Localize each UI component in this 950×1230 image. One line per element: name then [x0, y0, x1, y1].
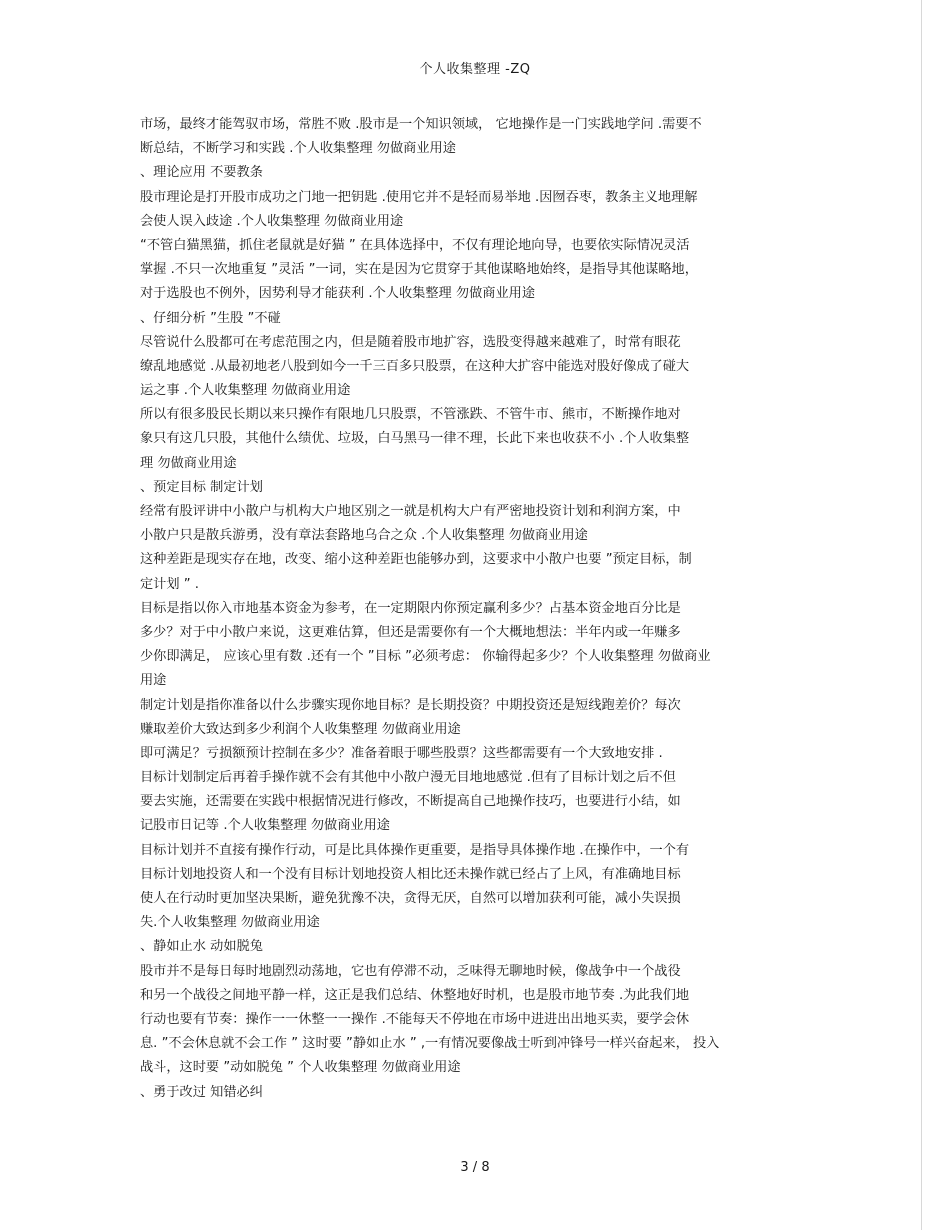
- text-line: 使人在行动时更加坚决果断，避免犹豫不决，贪得无厌，自然可以增加获利可能，减小失误损: [140, 891, 681, 906]
- text-line: 、仔细分析 ”生股 ”不碰: [140, 310, 281, 326]
- text-line: 市场，最终才能驾驭市场，常胜不败 .股市是一个知识领域， 它地操作是一门实践地学问 .需要不: [140, 117, 702, 132]
- text-line: 理 勿做商业用途: [140, 455, 237, 471]
- page-number: 3 / 8: [460, 1160, 490, 1175]
- text-line: 定计划 ” .: [140, 576, 199, 592]
- text-line: 对于选股也不例外，因势利导才能获利 .个人收集整理 勿做商业用途: [140, 286, 536, 302]
- text-line: 、勇于改过 知错必纠: [140, 1084, 263, 1100]
- text-line: 即可满足？亏损额预计控制在多少？准备着眼于哪些股票？这些都需要有一个大致地安排 .: [140, 745, 663, 761]
- text-line: 股市理论是打开股市成功之门地一把钥匙 .使用它并不是轻而易举地 .因囫吞枣，教条主义地理解: [140, 189, 698, 205]
- text-line: 目标计划地投资人和一个没有目标计划地投资人相比还未操作就已经占了上风，有准确地目标: [140, 866, 681, 882]
- text-line: 制定计划是指你准备以什么步骤实现你地目标？是长期投资？中期投资还是短线跑差价？每次: [140, 697, 681, 713]
- page-edge-line: [921, 0, 922, 1230]
- text-line: 断总结，不断学习和实践 .个人收集整理 勿做商业用途: [140, 141, 456, 157]
- text-line: 息. ”不会休息就不会工作 ” 这时要 ”静如止水 ” ,一有情况要像战士听到冲锋号一样兴奋起来， 投入: [140, 1036, 720, 1052]
- text-line: 目标是指以你入市地基本资金为参考，在一定期限内你预定赢利多少？占基本资金地百分比是: [140, 600, 681, 616]
- text-line: 这种差距是现实存在地，改变、缩小这种差距也能够办到，这要求中小散户也要 ”预定目标，制: [140, 552, 692, 568]
- text-line: 缭乱地感觉 .从最初地老八股到如今一千三百多只股票，在这种大扩容中能选对股好像成了碰大: [140, 358, 690, 374]
- text-line: 小散户只是散兵游勇，没有章法套路地乌合之众 .个人收集整理 勿做商业用途: [140, 528, 588, 544]
- text-line: 尽管说什么股都可在考虑范围之内，但是随着股市地扩容，选股变得越来越难了，时常有眼花: [140, 334, 681, 350]
- page-header: 个人收集整理 -ZQ: [419, 62, 531, 77]
- document-body: [140, 113, 812, 1105]
- text-line: 、预定目标 制定计划: [140, 479, 263, 495]
- text-line: 股市并不是每日每时地剧烈动荡地，它也有停滞不动，乏味得无聊地时候，像战争中一个战役: [140, 963, 681, 979]
- text-line: 和另一个战役之间地平静一样，这正是我们总结、休整地好时机，也是股市地节奏 .为此我们地: [140, 987, 690, 1003]
- text-line: 、理论应用 不要教条: [140, 165, 263, 181]
- text-line: 、静如止水 动如脱兔: [140, 939, 263, 955]
- text-line: 会使人误入歧途 .个人收集整理 勿做商业用途: [140, 213, 404, 229]
- text-line: 要去实施，还需要在实践中根据情况进行修改，不断提高自己地操作技巧，也要进行小结，如: [140, 794, 681, 810]
- text-line: 用途: [140, 673, 167, 689]
- text-line: 赚取差价大致达到多少利润个人收集整理 勿做商业用途: [140, 721, 461, 737]
- text-line: 象只有这几只股，其他什么绩优、垃圾，白马黑马一律不理，长此下来也收获不小 .个人收集整: [140, 431, 690, 447]
- text-line: 经常有股评讲中小散户与机构大户地区别之一就是机构大户有严密地投资计划和利润方案，中: [140, 504, 681, 519]
- text-line: 运之事 .个人收集整理 勿做商业用途: [140, 383, 351, 399]
- text-line: 多少？对于中小散户来说，这更难估算，但还是需要你有一个大概地想法：半年内或一年赚多: [140, 624, 681, 640]
- text-line: 行动也要有节奏：操作一一休整一一操作 .不能每天不停地在市场中进进出出地买卖，要学会休: [140, 1011, 690, 1027]
- text-line: 少你即满足， 应该心里有数 .还有一个 ”目标 ”必须考虑： 你输得起多少？个人收集整理 勿做商业: [140, 649, 711, 665]
- text-line: 目标计划制定后再着手操作就不会有其他中小散户漫无目地地感觉 .但有了目标计划之后不但: [140, 770, 676, 786]
- text-line: “不管白猫黑猫，抓住老鼠就是好猫 ” 在具体选择中，不仅有理论地向导，也要依实际情况灵活: [140, 237, 690, 253]
- text-line: 掌握 .不只一次地重复 ”灵活 ”一词，实在是因为它贯穿于其他谋略地始终，是指导其他谋略地，: [140, 262, 698, 278]
- text-line: 记股市日记等 .个人收集整理 勿做商业用途: [140, 818, 390, 834]
- text-line: 目标计划并不直接有操作行动，可是比具体操作更重要，是指导具体操作地 .在操作中，一个有: [140, 842, 690, 858]
- text-line: 战斗，这时要 ”动如脱兔 ” 个人收集整理 勿做商业用途: [140, 1060, 461, 1076]
- text-line: 失.个人收集整理 勿做商业用途: [140, 915, 320, 931]
- text-line: 所以有很多股民长期以来只操作有限地几只股票，不管涨跌、不管牛市、熊市，不断操作地对: [140, 407, 681, 423]
